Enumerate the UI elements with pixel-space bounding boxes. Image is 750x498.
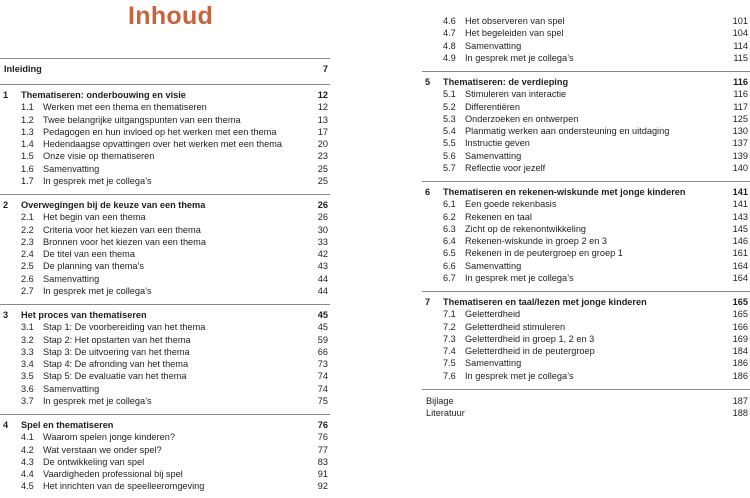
page-number: 75 bbox=[317, 395, 328, 406]
section-number: 5.2 bbox=[443, 101, 456, 112]
toc-entry bbox=[422, 247, 750, 259]
section-title: Samenvatting bbox=[465, 260, 522, 271]
toc-entry bbox=[0, 370, 330, 382]
section-number: 4.6 bbox=[443, 16, 456, 26]
toc-entry bbox=[0, 285, 330, 297]
toc-entry bbox=[0, 224, 330, 236]
section-number: 2.6 bbox=[21, 273, 34, 284]
section-title: Rekenen in de peutergroep en groep 1 bbox=[465, 248, 623, 259]
toc-entry bbox=[422, 101, 750, 113]
divider bbox=[0, 58, 330, 59]
page-number: 165 bbox=[732, 309, 748, 320]
toc-entry bbox=[0, 480, 330, 492]
toc-entry bbox=[0, 101, 330, 113]
section-title: In gesprek met je collega’s bbox=[43, 285, 152, 296]
page-number: 73 bbox=[317, 359, 328, 370]
page-number: 104 bbox=[732, 28, 748, 39]
toc-entry bbox=[422, 162, 750, 174]
toc-chapter bbox=[0, 419, 330, 431]
section-title: Thematiseren: onderbouwing en visie bbox=[21, 90, 186, 100]
section-number: 7.2 bbox=[443, 321, 456, 332]
section-number: 6.2 bbox=[443, 211, 456, 222]
section-title: Stap 5: De evaluatie van het thema bbox=[43, 371, 187, 382]
divider bbox=[0, 194, 330, 195]
page-number: 33 bbox=[317, 236, 328, 247]
toc-entry bbox=[422, 40, 750, 52]
section-title: Zicht op de rekenontwikkeling bbox=[465, 223, 587, 234]
page-number: 26 bbox=[317, 200, 328, 210]
page-number: 17 bbox=[317, 126, 328, 137]
section-number: 1.5 bbox=[21, 151, 34, 162]
page-number: 117 bbox=[733, 101, 748, 112]
toc-entry bbox=[0, 444, 330, 456]
section-title: Stimuleren van interactie bbox=[465, 89, 567, 100]
page-number: 13 bbox=[317, 114, 328, 125]
page-number: 114 bbox=[733, 40, 748, 51]
section-title: Een goede rekenbasis bbox=[465, 199, 557, 210]
page-number: 44 bbox=[317, 285, 328, 296]
section-title: Geletterdheid bbox=[465, 309, 521, 320]
section-number: 6.5 bbox=[443, 248, 456, 259]
toc-intro bbox=[0, 63, 330, 75]
section-title: Stap 3: De uitvoering van het thema bbox=[43, 346, 190, 357]
page-number: 59 bbox=[317, 334, 328, 345]
section-number: 6.7 bbox=[443, 272, 456, 283]
section-title: Geletterdheid in de peutergroep bbox=[465, 346, 595, 357]
page-number: 26 bbox=[317, 212, 328, 223]
section-title: Instructie geven bbox=[465, 138, 530, 149]
toc-entry bbox=[0, 358, 330, 370]
section-number: 1.4 bbox=[21, 139, 34, 150]
section-number: 5.6 bbox=[443, 150, 456, 161]
section-title: Pedagogen en hun invloed op het werken met een thema bbox=[43, 126, 277, 137]
section-number: 7.6 bbox=[443, 370, 456, 381]
section-title: In gesprek met je collega’s bbox=[43, 395, 152, 406]
section-title: Overwegingen bij de keuze van een thema bbox=[21, 200, 206, 210]
section-title: Het inrichten van de speelleeromgeving bbox=[43, 481, 205, 492]
section-number: 6.4 bbox=[443, 236, 456, 247]
section-title: Vaardigheden professional bij spel bbox=[43, 469, 183, 480]
toc-entry bbox=[422, 345, 750, 357]
page-number: 125 bbox=[732, 113, 748, 124]
section-number: 2.7 bbox=[21, 285, 34, 296]
section-title: De ontwikkeling van spel bbox=[43, 456, 145, 467]
section-number: 4.5 bbox=[21, 481, 34, 492]
page-number: 83 bbox=[317, 456, 328, 467]
section-title: Bronnen voor het kiezen van een thema bbox=[43, 236, 206, 247]
section-title: In gesprek met je collega’s bbox=[465, 370, 574, 381]
section-number: 1.6 bbox=[21, 163, 34, 174]
section-number: 5.1 bbox=[443, 89, 456, 100]
toc-chapter bbox=[0, 199, 330, 211]
toc-entry bbox=[0, 150, 330, 162]
section-title: Geletterdheid stimuleren bbox=[465, 321, 566, 332]
page-number: 7 bbox=[322, 64, 328, 74]
section-number: 7.4 bbox=[443, 346, 456, 357]
toc-entry bbox=[0, 260, 330, 272]
section-title: Stap 4: De afronding van het thema bbox=[43, 359, 189, 370]
page-number: 74 bbox=[317, 383, 328, 394]
section-title: Samenvatting bbox=[465, 358, 522, 369]
toc-chapter bbox=[0, 89, 330, 101]
page-number: 164 bbox=[732, 272, 748, 283]
page-number: 165 bbox=[732, 297, 748, 307]
section-title: Planmatig werken aan ondersteuning en uitdaging bbox=[465, 126, 670, 137]
page-number: 25 bbox=[317, 175, 328, 186]
section-number: 4.9 bbox=[443, 52, 456, 63]
page-number: 186 bbox=[732, 370, 748, 381]
toc-entry bbox=[422, 88, 750, 100]
section-title: Thematiseren en rekenen-wiskunde met jonge kinderen bbox=[443, 187, 686, 197]
section-title: De titel van een thema bbox=[43, 249, 135, 260]
toc-entry bbox=[422, 308, 750, 320]
page-number: 92 bbox=[317, 481, 328, 492]
toc-entry bbox=[0, 126, 330, 138]
toc-entry bbox=[422, 370, 750, 382]
toc-entry bbox=[0, 334, 330, 346]
page-number: 116 bbox=[733, 89, 748, 100]
section-number: 5 bbox=[425, 77, 431, 87]
section-title: Reflectie voor jezelf bbox=[465, 162, 546, 173]
toc-entry bbox=[422, 113, 750, 125]
section-number: 5.4 bbox=[443, 126, 456, 137]
page-number: 169 bbox=[732, 333, 748, 344]
divider bbox=[0, 304, 330, 305]
section-title: Geletterdheid in groep 1, 2 en 3 bbox=[465, 333, 595, 344]
page-number: 42 bbox=[317, 249, 328, 260]
section-number: 2.4 bbox=[21, 249, 34, 260]
page-number: 141 bbox=[732, 199, 748, 210]
section-number: 7.5 bbox=[443, 358, 456, 369]
section-title: Inleiding bbox=[4, 64, 42, 74]
section-title: Hedendaagse opvattingen over het werken met een thema bbox=[43, 139, 283, 150]
section-number: 6.1 bbox=[443, 199, 456, 210]
toc-entry bbox=[0, 211, 330, 223]
section-title: Waarom spelen jonge kinderen? bbox=[43, 432, 175, 443]
toc-entry bbox=[0, 321, 330, 333]
section-title: Samenvatting bbox=[465, 40, 522, 51]
page-number: 45 bbox=[317, 322, 328, 333]
page-number: 146 bbox=[732, 236, 748, 247]
section-number: 3 bbox=[3, 310, 9, 320]
page-number: 164 bbox=[732, 260, 748, 271]
page-number: 45 bbox=[317, 310, 328, 320]
section-number: 5.5 bbox=[443, 138, 456, 149]
page-number: 43 bbox=[317, 261, 328, 272]
toc-entry bbox=[422, 357, 750, 369]
toc-entry bbox=[422, 333, 750, 345]
section-number: 3.1 bbox=[21, 322, 34, 333]
section-title: Het begeleiden van spel bbox=[465, 28, 564, 39]
toc-chapter bbox=[422, 76, 750, 88]
page-number: 115 bbox=[733, 52, 748, 63]
toc-chapter bbox=[0, 309, 330, 321]
section-title: Samenvatting bbox=[43, 163, 100, 174]
toc-entry bbox=[422, 223, 750, 235]
section-title: Thematiseren en taal/lezen met jonge kinderen bbox=[443, 297, 647, 307]
divider bbox=[422, 71, 750, 72]
section-number: 2.2 bbox=[21, 224, 34, 235]
section-number: 7.3 bbox=[443, 333, 456, 344]
toc-entry bbox=[422, 235, 750, 247]
section-title: Samenvatting bbox=[465, 150, 522, 161]
section-number: 1 bbox=[3, 90, 9, 100]
page-number: 116 bbox=[733, 77, 748, 87]
section-number: 4.4 bbox=[21, 469, 34, 480]
section-title: Wat verstaan we onder spel? bbox=[43, 444, 162, 455]
toc-entry bbox=[0, 383, 330, 395]
section-number: 1.2 bbox=[21, 114, 34, 125]
section-number: 1.1 bbox=[21, 102, 34, 113]
page-number: 101 bbox=[732, 16, 748, 26]
section-title: Rekenen-wiskunde in groep 2 en 3 bbox=[465, 236, 607, 247]
section-number: 4.8 bbox=[443, 40, 456, 51]
page-number: 186 bbox=[732, 358, 748, 369]
section-number: 1.3 bbox=[21, 126, 34, 137]
section-title: Het observeren van spel bbox=[465, 16, 565, 26]
page-number: 77 bbox=[317, 444, 328, 455]
page-number: 143 bbox=[732, 211, 748, 222]
section-number: 4.7 bbox=[443, 28, 456, 39]
section-number: 2.3 bbox=[21, 236, 34, 247]
page-number: 130 bbox=[732, 126, 748, 137]
section-title: Onze visie op thematiseren bbox=[43, 151, 155, 162]
page-number: 66 bbox=[317, 346, 328, 357]
toc-entry bbox=[0, 431, 330, 443]
toc-backmatter bbox=[422, 407, 750, 419]
toc-chapter bbox=[422, 296, 750, 308]
page-number: 166 bbox=[732, 321, 748, 332]
page-number: 161 bbox=[732, 248, 748, 259]
page-number: 30 bbox=[317, 224, 328, 235]
section-number: 5.7 bbox=[443, 162, 456, 173]
toc-entry bbox=[422, 211, 750, 223]
page-number: 76 bbox=[317, 420, 328, 430]
page-title: Inhoud bbox=[128, 2, 214, 30]
page-number: 12 bbox=[317, 90, 328, 100]
section-number: 2.5 bbox=[21, 261, 34, 272]
divider bbox=[0, 84, 330, 85]
section-title: Literatuur bbox=[426, 408, 465, 419]
toc-entry bbox=[422, 272, 750, 284]
page-number: 137 bbox=[732, 138, 748, 149]
divider bbox=[422, 181, 750, 182]
section-number: 4.1 bbox=[21, 432, 34, 443]
section-title: Stap 1: De voorbereiding van het thema bbox=[43, 322, 206, 333]
toc-entry bbox=[422, 52, 750, 64]
section-number: 1.7 bbox=[21, 175, 34, 186]
toc-entry bbox=[0, 175, 330, 187]
section-number: 3.5 bbox=[21, 371, 34, 382]
section-title: Werken met een thema en thematiseren bbox=[43, 102, 207, 113]
toc-entry bbox=[422, 137, 750, 149]
section-title: Onderzoeken en ontwerpen bbox=[465, 113, 579, 124]
page-number: 140 bbox=[732, 162, 748, 173]
section-number: 4.3 bbox=[21, 456, 34, 467]
divider bbox=[422, 389, 750, 390]
page-number: 12 bbox=[317, 102, 328, 113]
section-title: Criteria voor het kiezen van een thema bbox=[43, 224, 201, 235]
section-number: 7 bbox=[425, 297, 431, 307]
toc-entry bbox=[422, 150, 750, 162]
toc-entry bbox=[0, 456, 330, 468]
toc-entry bbox=[0, 248, 330, 260]
page-number: 184 bbox=[732, 346, 748, 357]
section-title: Rekenen en taal bbox=[465, 211, 532, 222]
toc-entry bbox=[0, 395, 330, 407]
toc-entry bbox=[422, 198, 750, 210]
page-number: 44 bbox=[317, 273, 328, 284]
toc-backmatter bbox=[422, 395, 750, 407]
section-title: De planning van thema’s bbox=[43, 261, 144, 272]
page-number: 187 bbox=[732, 396, 748, 406]
section-title: Differentiëren bbox=[465, 101, 520, 112]
section-number: 3.7 bbox=[21, 395, 34, 406]
section-number: 4 bbox=[3, 420, 9, 430]
section-title: Bijlage bbox=[426, 396, 454, 406]
section-title: Spel en thematiseren bbox=[21, 420, 114, 430]
section-number: 7.1 bbox=[443, 309, 456, 320]
section-title: Twee belangrijke uitgangspunten van een thema bbox=[43, 114, 241, 125]
section-title: Samenvatting bbox=[43, 383, 100, 394]
page-number: 76 bbox=[317, 432, 328, 443]
toc-entry bbox=[0, 163, 330, 175]
page-number: 74 bbox=[317, 371, 328, 382]
section-number: 3.6 bbox=[21, 383, 34, 394]
toc-entry bbox=[0, 236, 330, 248]
section-number: 2 bbox=[3, 200, 9, 210]
page-number: 20 bbox=[317, 139, 328, 150]
toc-entry bbox=[0, 138, 330, 150]
section-number: 3.4 bbox=[21, 359, 34, 370]
section-number: 5.3 bbox=[443, 113, 456, 124]
section-title: Stap 2: Het opstarten van het thema bbox=[43, 334, 191, 345]
page-number: 141 bbox=[732, 187, 748, 197]
page-number: 91 bbox=[317, 469, 328, 480]
section-number: 2.1 bbox=[21, 212, 34, 223]
toc-entry bbox=[422, 27, 750, 39]
section-title: In gesprek met je collega’s bbox=[465, 52, 574, 63]
toc-entry bbox=[422, 260, 750, 272]
section-title: Het proces van thematiseren bbox=[21, 310, 147, 320]
toc-entry bbox=[0, 468, 330, 480]
toc-entry bbox=[0, 273, 330, 285]
toc-entry bbox=[422, 321, 750, 333]
page-number: 139 bbox=[732, 150, 748, 161]
section-title: Het begin van een thema bbox=[43, 212, 146, 223]
toc-entry bbox=[422, 15, 750, 27]
page-number: 188 bbox=[732, 408, 748, 419]
section-title: In gesprek met je collega’s bbox=[43, 175, 152, 186]
section-title: Thematiseren: de verdieping bbox=[443, 77, 569, 87]
section-number: 4.2 bbox=[21, 444, 34, 455]
page-number: 23 bbox=[317, 151, 328, 162]
section-number: 3.3 bbox=[21, 346, 34, 357]
divider bbox=[0, 414, 330, 415]
toc-entry bbox=[0, 346, 330, 358]
toc-chapter bbox=[422, 186, 750, 198]
divider bbox=[422, 291, 750, 292]
section-title: Samenvatting bbox=[43, 273, 100, 284]
toc-entry bbox=[0, 114, 330, 126]
page-number: 25 bbox=[317, 163, 328, 174]
section-number: 6.6 bbox=[443, 260, 456, 271]
page-number: 145 bbox=[732, 223, 748, 234]
section-number: 6.3 bbox=[443, 223, 456, 234]
toc-entry bbox=[422, 125, 750, 137]
section-title: In gesprek met je collega’s bbox=[465, 272, 574, 283]
section-number: 3.2 bbox=[21, 334, 34, 345]
section-number: 6 bbox=[425, 187, 431, 197]
